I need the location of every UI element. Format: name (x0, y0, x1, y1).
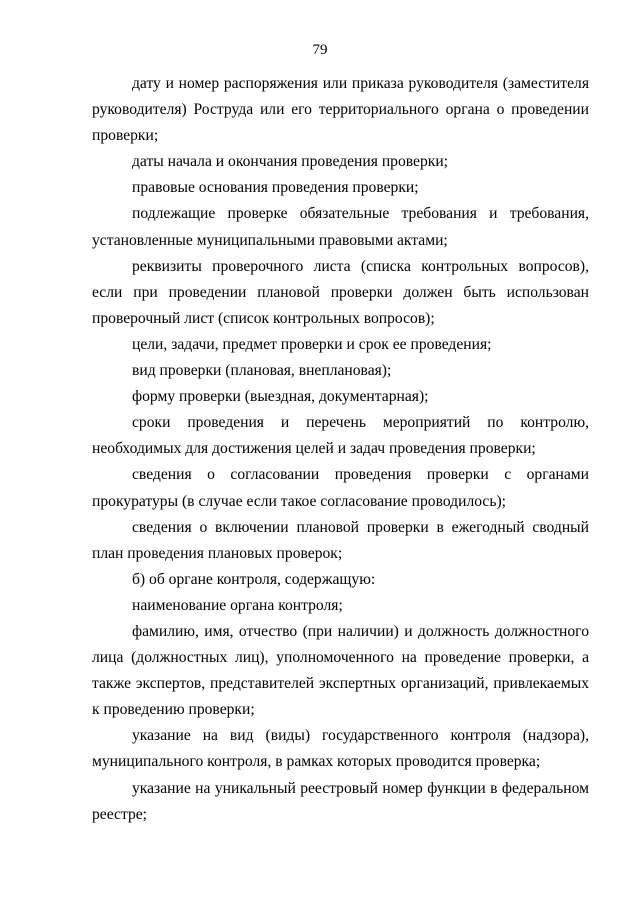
paragraph: указание на уникальный реестровый номер функции в федеральном реестре; (92, 779, 589, 823)
paragraph: цели, задачи, предмет проверки и срок ее проведения; (132, 335, 492, 353)
paragraph: реквизиты проверочного листа (списка контрольных вопросов), если при проведении плановой проверки должен быть использован проверочный лист (список контрольных вопросов); (92, 257, 589, 327)
paragraph: сведения о включении плановой проверки в ежегодный сводный план проведения плановых проверок; (92, 518, 589, 562)
paragraph: форму проверки (выездная, документарная); (132, 388, 429, 406)
paragraph: фамилию, имя, отчество (при наличии) и должность должностного лица (должностных лиц), уполномоченного на проведение проверки, а также экспертов, представителей экспертных организаций, привлекаемых к проведению проверки; (92, 622, 589, 719)
page-number: 79 (312, 42, 328, 58)
paragraph: подлежащие проверке обязательные требования и требования, установленные муниципальными правовыми актами; (92, 205, 589, 249)
paragraph: б) об органе контроля, содержащую: (132, 570, 376, 588)
paragraph: правовые основания проведения проверки; (132, 179, 419, 197)
paragraph: наименование органа контроля; (132, 596, 343, 614)
document-body (92, 71, 589, 828)
paragraph: даты начала и окончания проведения проверки; (132, 153, 449, 171)
paragraph: дату и номер распоряжения или приказа руководителя (заместителя руководителя) Роструда или его территориального органа о проведении проверки; (92, 75, 589, 145)
paragraph: сроки проведения и перечень мероприятий по контролю, необходимых для достижения целей и задач проведения проверки; (92, 414, 589, 458)
paragraph: сведения о согласовании проведения проверки с органами прокуратуры (в случае если такое согласование проводилось); (92, 466, 589, 510)
paragraph: указание на вид (виды) государственного контроля (надзора), муниципального контроля, в рамках которых проводится проверка; (92, 727, 589, 771)
paragraph: вид проверки (плановая, внеплановая); (132, 362, 392, 380)
